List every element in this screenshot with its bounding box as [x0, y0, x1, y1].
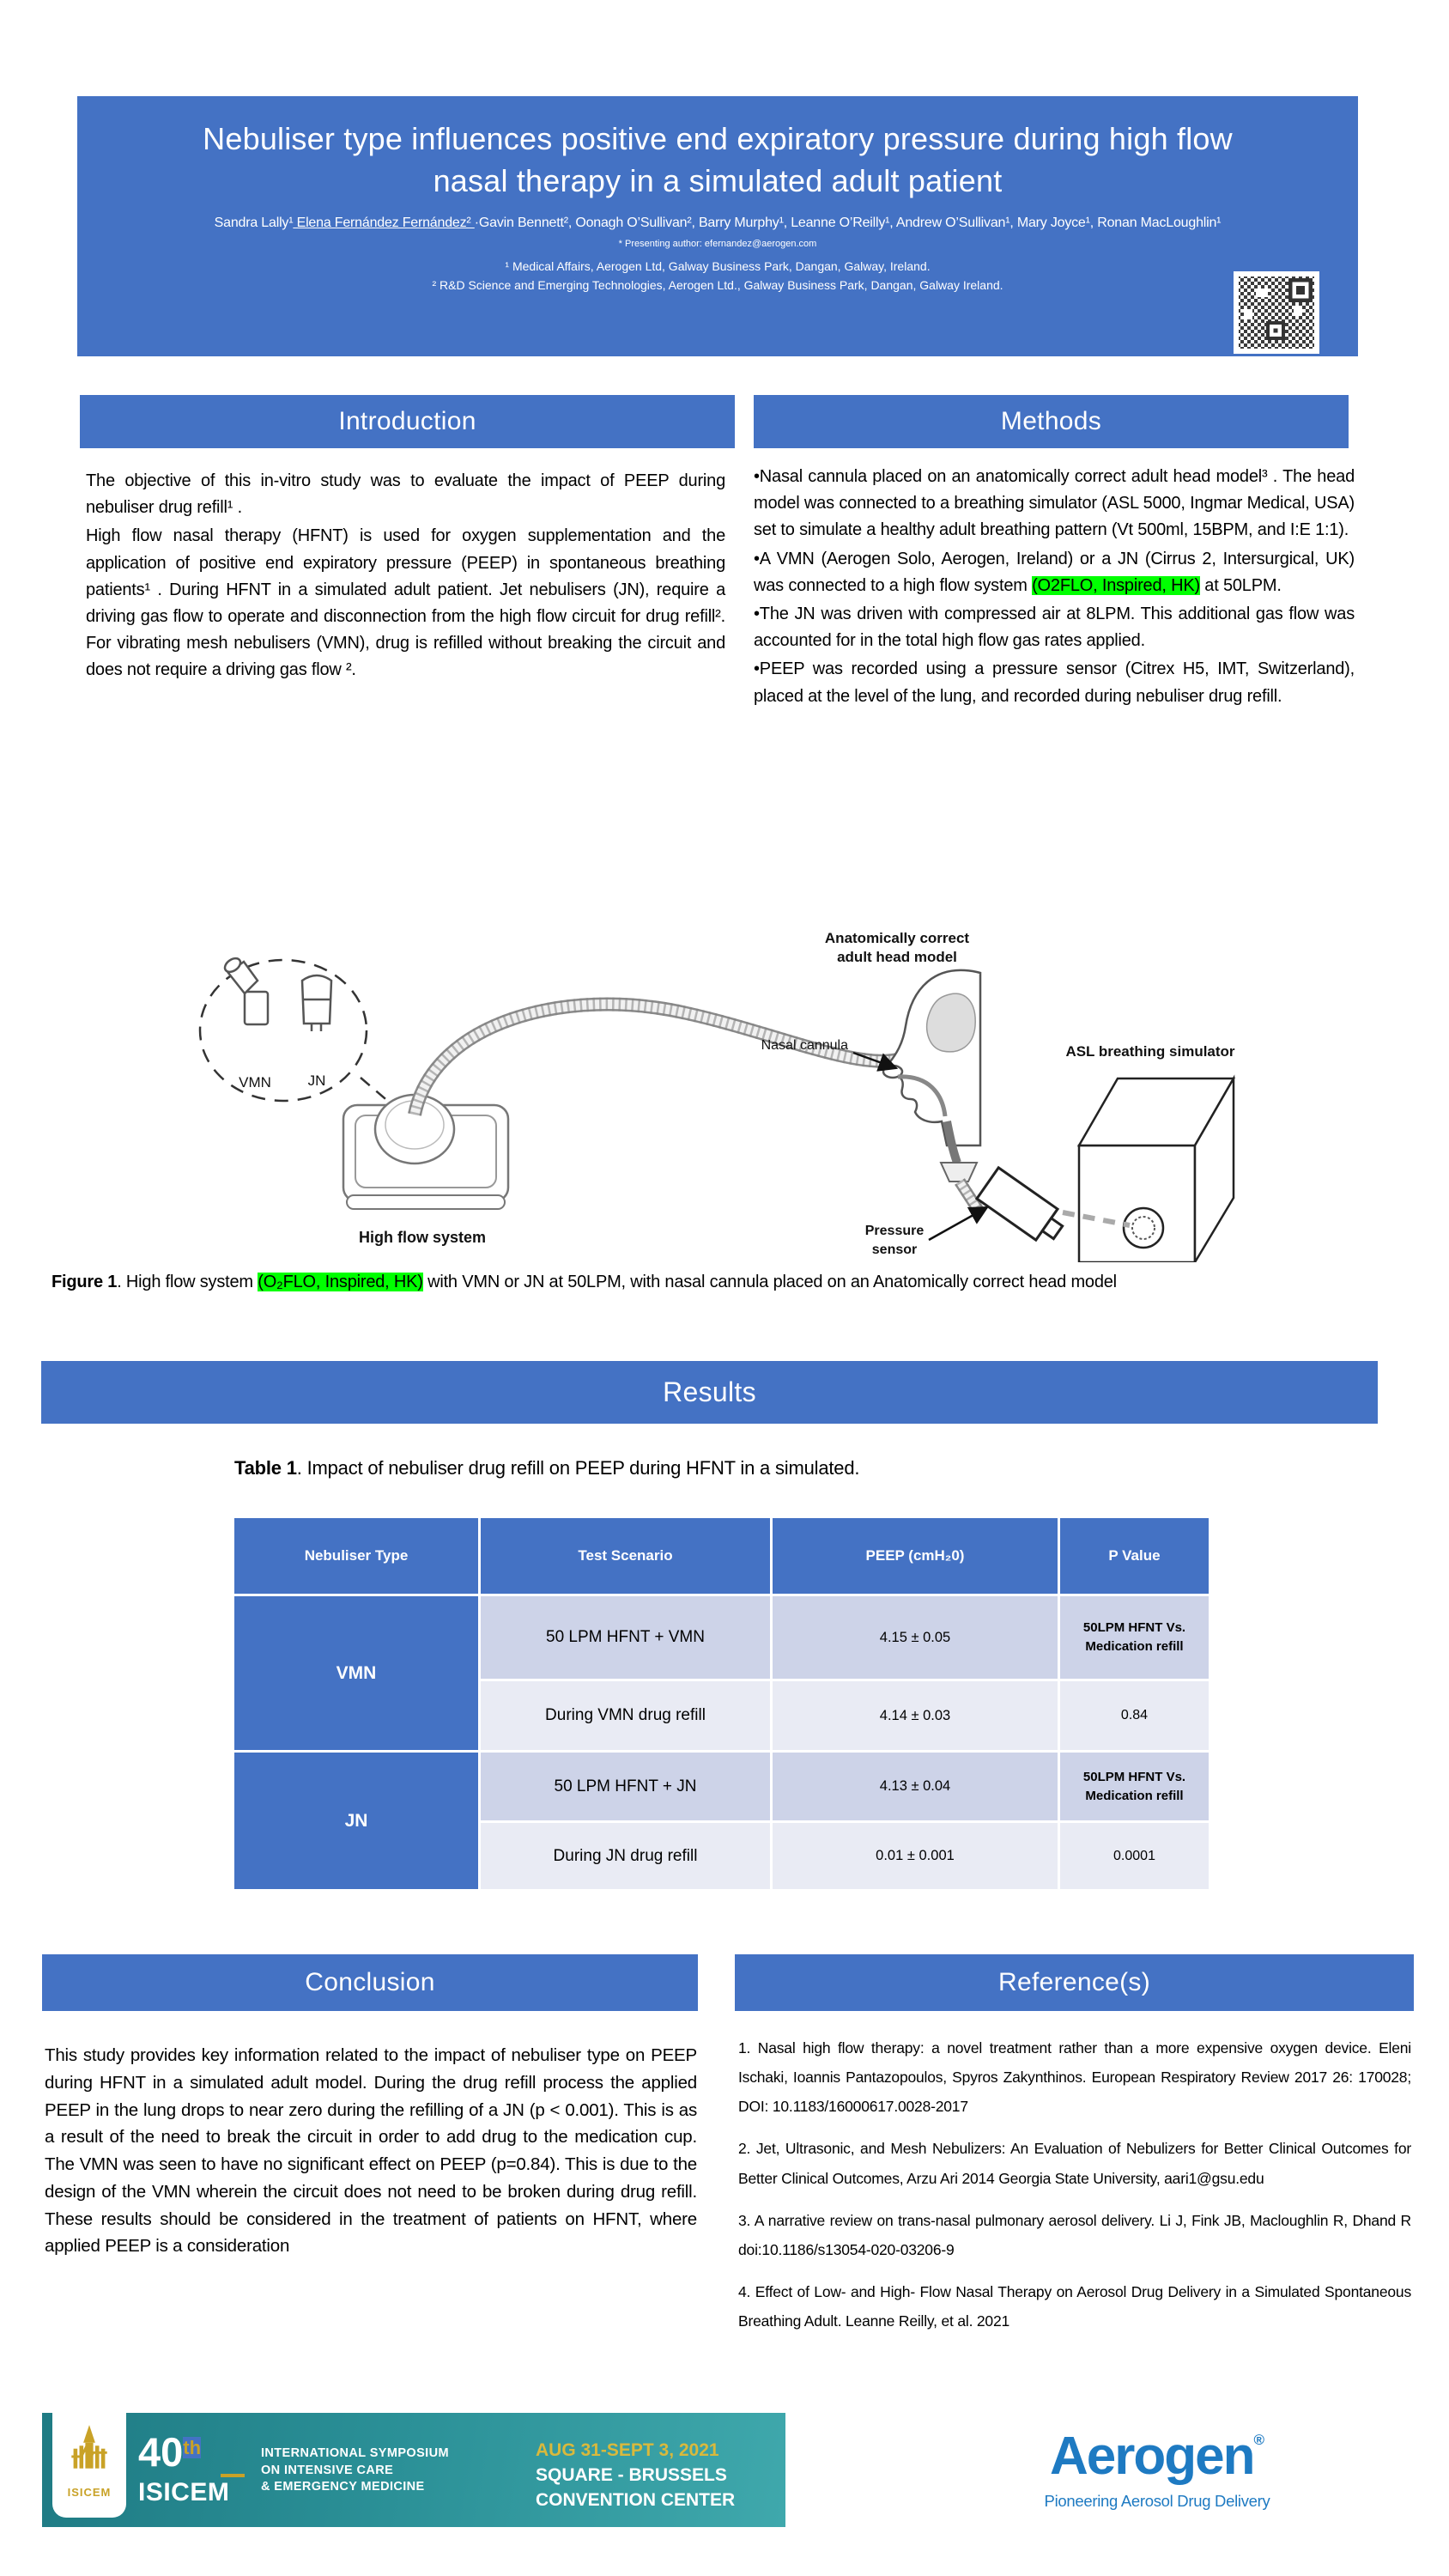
table-cell-p-value: 50LPM HFNT Vs. Medication refill [1060, 1753, 1209, 1820]
symposium-line1: INTERNATIONAL SYMPOSIUM [261, 2446, 449, 2460]
pressure-sensor-label-line2: sensor [871, 1242, 918, 1257]
methods-bullet-2 [754, 546, 1355, 599]
head-model-drawing [883, 970, 980, 1211]
presenting-author-name: Elena Fernández Fernández² [293, 216, 475, 231]
pressure-sensor-drawing [977, 1168, 1069, 1248]
introduction-body [86, 468, 725, 686]
title-line-2: nasal therapy in a simulated adult patient [433, 162, 1003, 198]
gold-underline [221, 2474, 245, 2477]
registered-mark: ® [1253, 2432, 1264, 2448]
results-heading: Results [663, 1376, 756, 1407]
references-header [735, 1954, 1414, 2011]
jn-nebuliser-icon [302, 975, 331, 1031]
vmn-label: VMN [239, 1074, 271, 1091]
aerogen-tagline: Pioneering Aerosol Drug Delivery [1044, 2492, 1270, 2510]
figure-caption-pre: . High flow system [117, 1273, 258, 1291]
table-caption-rest: . Impact of nebuliser drug refill on PEEP during HFNT in a simulated. [296, 1457, 860, 1479]
highlighted-device-name: (O2FLO, Inspired, HK) [1032, 575, 1200, 595]
forty-th: th [183, 2437, 202, 2458]
figure-1-caption [52, 1269, 1387, 1295]
affiliations [77, 258, 1358, 295]
reference-item: 3. A narrative review on trans-nasal pulmonary aerosol delivery. Li J, Fink JB, Macloughlin R, Dhand R doi:10.1186/s13054-020-03206-9 [738, 2211, 1411, 2258]
table-cell-scenario: 50 LPM HFNT + JN [481, 1753, 770, 1820]
aerogen-logo [1043, 2427, 1271, 2511]
table-cell-peep: 4.14 ± 0.03 [773, 1681, 1058, 1750]
methods-heading: Methods [1000, 407, 1102, 435]
aerogen-text: Aerogen [1049, 2427, 1254, 2486]
conclusion-body: This study provides key information related to the impact of nebuliser type on PEEP during HFNT in a simulated adult model. During the drug refill process the applied PEEP in the lung drops to near zero during the refilling of a JN (p < 0.001). This is as a result of the need to break the circuit in order to add drug to the medication cup. The VMN was seen to have no significant effect on PEEP (p=0.84). This is due to the design of the VMN wherein the circuit does not need to be broken during drug refill. These results should be considered in the treatment of patients on HFNT, where applied PEEP is a consideration [45, 2045, 697, 2257]
table-cell-peep: 0.01 ± 0.001 [773, 1823, 1058, 1889]
table-group-vmn: VMN [234, 1596, 478, 1750]
authors-post: ·Gavin Bennett², Oonagh O’Sullivan², Barry Murphy¹, Leanne O’Reilly¹, Andrew O’Sullivan¹, Mary Joyce¹, Ronan MacLoughlin¹ [474, 216, 1222, 231]
methods-body [754, 464, 1355, 712]
introduction-paragraph-2: High flow nasal therapy (HFNT) is used for oxygen supplementation and the application of positive end expiratory pressure (PEEP) in spontaneous breathing patients¹ . During HFNT in a simulated adult patient. Jet nebulisers (JN), require a driving gas flow to operate and disconnection from the high flow circuit for drug refill². For vibrating mesh nebulisers (VMN), drug is refilled without breaking the circuit and does not require a driving gas flow ². [86, 526, 725, 680]
symposium-line2: ON INTENSIVE CARE [261, 2463, 394, 2477]
results-header [41, 1361, 1378, 1424]
forty-number: 40 [138, 2429, 184, 2475]
symposium-line3: & EMERGENCY MEDICINE [261, 2480, 425, 2494]
reference-item: 4. Effect of Low- and High- Flow Nasal Therapy on Aerosol Drug Delivery in a Simulated Spontaneous Breathing Adult. Leanne Reilly, et al. 2021 [738, 2282, 1411, 2330]
poster-title [77, 118, 1358, 202]
methods-bullet-3: •The JN was driven with compressed air at 8LPM. This additional gas flow was accounted for in the total high flow gas rates applied. [754, 604, 1355, 651]
table-cell-peep: 4.13 ± 0.04 [773, 1753, 1058, 1820]
table-cell-scenario: During JN drug refill [481, 1823, 770, 1889]
figure-caption-highlight: (O₂FLO, Inspired, HK) [258, 1273, 423, 1291]
symposium-text [261, 2445, 449, 2496]
methods-bullet-4: •PEEP was recorded using a pressure sensor (Citrex H5, IMT, Switzerland), placed at the level of the lung, and recorded during nebuliser drug refill. [754, 659, 1355, 706]
column-header-test-scenario: Test Scenario [481, 1518, 770, 1594]
references-heading: Reference(s) [998, 1968, 1150, 1996]
event-venue-line2: CONVENTION CENTER [536, 2489, 736, 2510]
introduction-paragraph-1: The objective of this in-vitro study was to evaluate the impact of PEEP during nebuliser drug refill¹ . [86, 471, 725, 518]
conclusion-header [42, 1954, 698, 2011]
vmn-nebuliser-icon [222, 956, 268, 1024]
column-header-nebuliser-type: Nebuliser Type [234, 1518, 478, 1594]
figure-1-diagram [94, 876, 1365, 1262]
introduction-header [80, 395, 735, 448]
asl-simulator-drawing [1063, 1078, 1234, 1262]
conclusion-heading: Conclusion [305, 1968, 435, 1996]
affiliation-1: ¹ Medical Affairs, Aerogen Ltd, Galway Business Park, Dangan, Galway, Ireland. [505, 259, 931, 274]
affiliation-2: ² R&D Science and Emerging Technologies, Aerogen Ltd., Galway Business Park, Dangan, Galway Ireland. [432, 277, 1003, 292]
figure-caption-post: with VMN or JN at 50LPM, with nasal cannula placed on an Anatomically correct head model [422, 1273, 1117, 1291]
isicem-logo [52, 2413, 126, 2518]
title-line-1: Nebuliser type influences positive end expiratory pressure during high flow [203, 121, 1233, 156]
introduction-heading: Introduction [338, 407, 476, 435]
qr-code [1234, 271, 1319, 354]
event-details [536, 2439, 735, 2513]
pressure-sensor-arrow [929, 1207, 987, 1240]
nasal-cannula-label: Nasal cannula [761, 1038, 848, 1053]
authors-line [77, 216, 1358, 231]
nebuliser-bubble [200, 960, 367, 1101]
head-model-label-line2: adult head model [837, 949, 957, 965]
pressure-sensor-label-line1: Pressure [864, 1224, 925, 1238]
table-1-caption [234, 1457, 1179, 1479]
asl-simulator-label: ASL breathing simulator [1065, 1043, 1235, 1060]
table-cell-scenario: During VMN drug refill [481, 1681, 770, 1750]
methods-bullet-2-pre: •A VMN (Aerogen Solo, Aerogen, Ireland) or a JN (Cirrus 2, Intersurgical, UK) was connected to a high flow system [754, 549, 1355, 595]
table-cell-p-value: 0.0001 [1060, 1823, 1209, 1889]
column-header-peep: PEEP (cmH₂0) [773, 1518, 1058, 1594]
results-table [234, 1518, 1206, 1889]
head-model-label-line1: Anatomically correct [824, 930, 970, 946]
event-venue-line1: SQUARE - BRUSSELS [536, 2464, 727, 2485]
table-cell-scenario: 50 LPM HFNT + VMN [481, 1596, 770, 1679]
high-flow-system-drawing [343, 1095, 508, 1209]
aerogen-wordmark [1043, 2427, 1271, 2486]
references-body [738, 2033, 1411, 2348]
cathedral-icon [70, 2423, 109, 2478]
corrugated-tube [415, 1005, 898, 1115]
qr-code-icon [1234, 271, 1319, 354]
reference-item: 1. Nasal high flow therapy: a novel treatment rather than a more expensive oxygen device. Eleni Ischaki, Ioannis Pantazopoulos, Spyros Zakynthinos. European Respiratory Review 2017 26: 170028; DOI: 10.1183/16000617.0028-2017 [738, 2039, 1411, 2116]
isicem-40th-logo [138, 2429, 245, 2506]
table-cell-peep: 4.15 ± 0.05 [773, 1596, 1058, 1679]
presenting-author-note: * Presenting author: efernandez@aerogen.com [618, 239, 817, 250]
isicem-tab-text: ISICEM [67, 2486, 112, 2499]
table-cell-p-value: 0.84 [1060, 1681, 1209, 1750]
jn-label: JN [307, 1072, 326, 1089]
isicem-banner [42, 2413, 785, 2527]
high-flow-system-label: High flow system [358, 1229, 487, 1246]
table-group-jn: JN [234, 1753, 478, 1889]
table-cell-p-value: 50LPM HFNT Vs. Medication refill [1060, 1596, 1209, 1679]
event-dates: AUG 31-SEPT 3, 2021 [536, 2440, 719, 2460]
poster-header [77, 96, 1358, 356]
table-caption-bold: Table 1 [234, 1457, 297, 1479]
isicem-wordmark: ISICEM [138, 2478, 230, 2506]
reference-item: 2. Jet, Ultrasonic, and Mesh Nebulizers: An Evaluation of Nebulizers for Better Clinical Outcomes for Better Clinical Outcomes, Arzu Ari 2014 Georgia State University, aari1@gsu.edu [738, 2140, 1411, 2187]
column-header-p-value: P Value [1060, 1518, 1209, 1594]
authors-pre: Sandra Lally¹ [214, 216, 294, 231]
methods-header [754, 395, 1349, 448]
methods-bullet-1: •Nasal cannula placed on an anatomically correct adult head model³ . The head model was connected to a breathing simulator (ASL 5000, Ingmar Medical, USA) set to simulate a healthy adult breathing pattern (Vt 500ml, 15BPM, and I:E 1:1). [754, 467, 1355, 540]
methods-bullet-2-post: at 50LPM. [1199, 575, 1282, 595]
figure-caption-bold: Figure 1 [52, 1273, 118, 1291]
